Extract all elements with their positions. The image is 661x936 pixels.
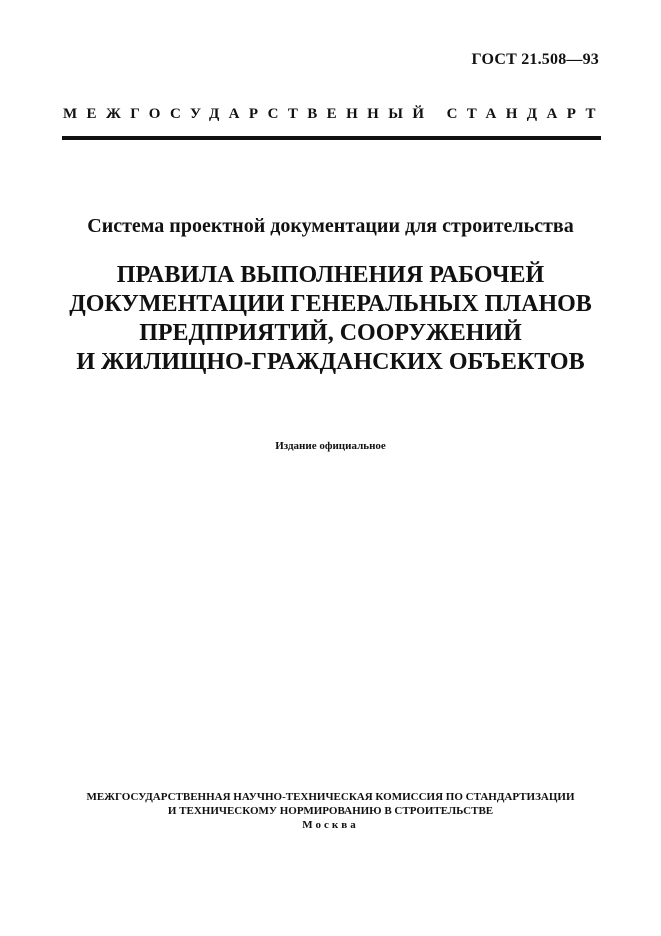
publisher-block — [0, 790, 661, 832]
publisher-city: Москва — [302, 819, 359, 831]
title-line-2: ДОКУМЕНТАЦИИ ГЕНЕРАЛЬНЫХ ПЛАНОВ — [69, 291, 592, 317]
document-title — [0, 261, 661, 377]
title-line-4: И ЖИЛИЩНО-ГРАЖДАНСКИХ ОБЪЕКТОВ — [76, 349, 585, 375]
edition-note: Издание официальное — [275, 440, 386, 452]
title-line-1: ПРАВИЛА ВЫПОЛНЕНИЯ РАБОЧЕЙ — [116, 262, 545, 288]
standard-code: ГОСТ 21.508—93 — [471, 51, 599, 68]
publisher-line-1: МЕЖГОСУДАРСТВЕННАЯ НАУЧНО-ТЕХНИЧЕСКАЯ КОМИССИЯ ПО СТАНДАРТИЗАЦИИ — [86, 791, 575, 803]
header-divider — [62, 136, 601, 140]
document-system: Система проектной документации для строительства — [87, 215, 574, 237]
standard-type-heading: МЕЖГОСУДАРСТВЕННЫЙ СТАНДАРТ — [63, 106, 605, 122]
title-line-3: ПРЕДПРИЯТИЙ, СООРУЖЕНИЙ — [139, 320, 522, 346]
publisher-line-2: И ТЕХНИЧЕСКОМУ НОРМИРОВАНИЮ В СТРОИТЕЛЬСТВЕ — [167, 805, 494, 817]
